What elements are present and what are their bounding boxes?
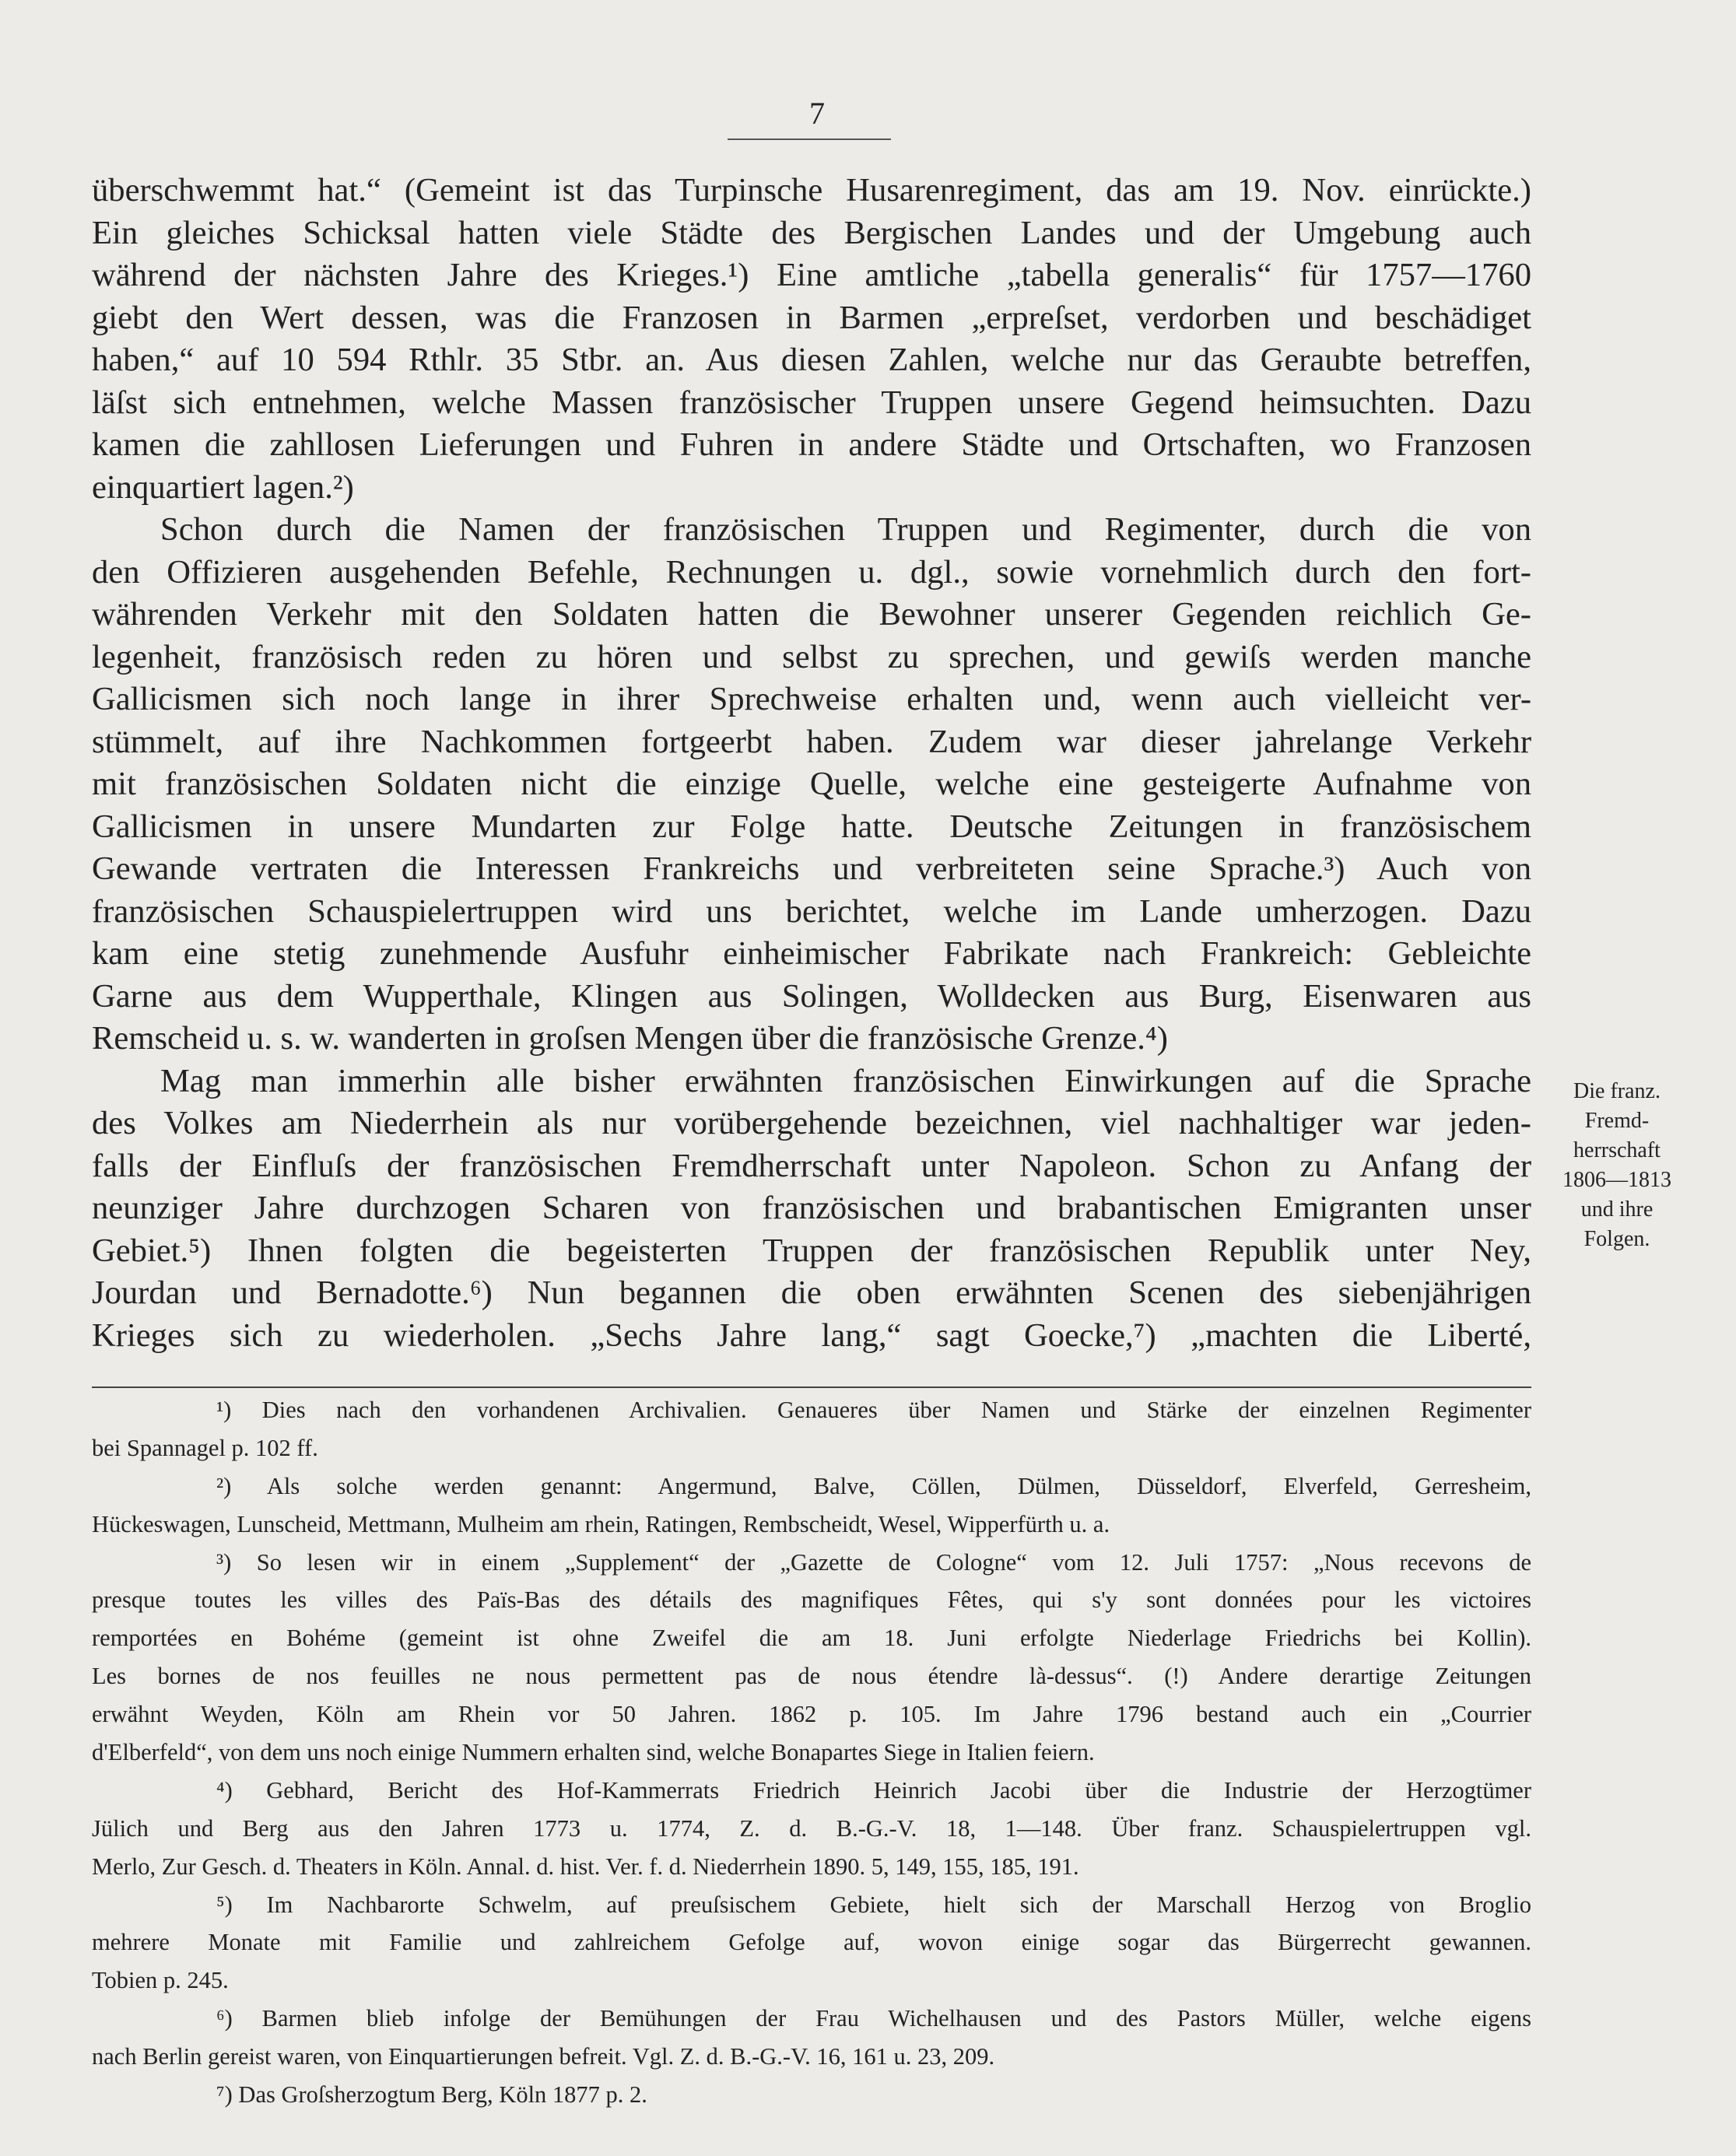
text-line: Ein gleiches Schicksal hatten viele Städte des Bergischen Landes und der Umgebung auch bbox=[92, 214, 1531, 251]
text-line: einquartiert lagen.²) bbox=[92, 468, 354, 506]
footnote-line: ²) Als solche werden genannt: Angermund, Balve, Cöllen, Dülmen, Düsseldorf, Elverfeld, Gerresheim, bbox=[216, 1472, 1531, 1499]
text-line: Krieges sich zu wiederholen. „Sechs Jahre lang,“ sagt Goecke,⁷) „machten die Liberté, bbox=[92, 1316, 1531, 1354]
footnotes bbox=[92, 1391, 1531, 2114]
text-line: überschwemmt hat.“ (Gemeint ist das Turpinsche Husarenregiment, das am 19. Nov. einrückte.) bbox=[92, 172, 1531, 209]
footnote-line: ⁵) Im Nachbarorte Schwelm, auf preuſsischem Gebiete, hielt sich der Marschall Herzog von Broglio bbox=[216, 1891, 1531, 1918]
text-line: kam eine stetig zunehmende Ausfuhr einheimischer Fabrikate nach Frankreich: Gebleichte bbox=[92, 935, 1531, 972]
text-line: mit französischen Soldaten nicht die einzige Quelle, welche eine gesteigerte Aufnahme von bbox=[92, 766, 1531, 802]
header-rule bbox=[728, 138, 891, 140]
margin-note-line: und ihre bbox=[1580, 1197, 1654, 1222]
text-line: haben,“ auf 10 594 Rthlr. 35 Stbr. an. Aus diesen Zahlen, welche nur das Geraubte betreffen, bbox=[92, 342, 1531, 378]
text-line: kamen die zahllosen Lieferungen und Fuhren in andere Städte und Ortschaften, wo Franzosen bbox=[92, 426, 1531, 463]
text-line: Gebiet.⁵) Ihnen folgten die begeisterten Truppen der französischen Republik unter Ney, bbox=[92, 1232, 1531, 1269]
text-line: Mag man immerhin alle bisher erwähnten französischen Einwirkungen auf die Sprache bbox=[160, 1062, 1531, 1099]
footnote-line: ⁷) Das Groſsherzogtum Berg, Köln 1877 p. 2. bbox=[216, 2081, 647, 2109]
margin-note-line: 1806—1813 bbox=[1562, 1168, 1671, 1192]
footnote-line: d'Elberfeld“, von dem uns noch einige Nummern erhalten sind, welche Bonapartes Siege in Italien feiern. bbox=[92, 1739, 1095, 1766]
text-line: Remscheid u. s. w. wanderten in groſsen Mengen über die französische Grenze.⁴) bbox=[92, 1020, 1168, 1057]
footnote-rule bbox=[92, 1387, 1531, 1388]
margin-note bbox=[1539, 1077, 1695, 1254]
text-line: den Offizieren ausgehenden Befehle, Rechnungen u. dgl., sowie vornehmlich durch den fort- bbox=[92, 553, 1531, 591]
text-line: des Volkes am Niederrhein als nur vorübergehende bezeichnen, viel nachhaltiger war jeden- bbox=[92, 1105, 1531, 1141]
text-line: während der nächsten Jahre des Krieges.¹) Eine amtliche „tabella generalis“ für 1757—1760 bbox=[92, 257, 1531, 293]
footnote-line: erwähnt Weyden, Köln am Rhein vor 50 Jahren. 1862 p. 105. Im Jahre 1796 bestand auch ein „Courrier bbox=[92, 1701, 1531, 1728]
footnote-line: ¹) Dies nach den vorhandenen Archivalien. Genaueres über Namen und Stärke der einzelnen Regimenter bbox=[216, 1397, 1531, 1423]
footnote-line: Hückeswagen, Lunscheid, Mettmann, Mulheim am rhein, Ratingen, Rembscheidt, Wesel, Wipperfürth u. a. bbox=[92, 1510, 1110, 1537]
footnote-line: ³) So lesen wir in einem „Supplement“ der „Gazette de Cologne“ vom 12. Juli 1757: „Nous recevons de bbox=[216, 1548, 1531, 1576]
footnote-line: Jülich und Berg aus den Jahren 1773 u. 1774, Z. d. B.-G.-V. 18, 1—148. Über franz. Schauspielertruppen vgl. bbox=[92, 1814, 1531, 1842]
text-line: Gewande vertraten die Interessen Frankreichs und verbreiteten seine Sprache.³) Auch von bbox=[92, 850, 1531, 887]
footnote-line: bei Spannagel p. 102 ff. bbox=[92, 1434, 318, 1461]
margin-note-line: Folgen. bbox=[1583, 1227, 1650, 1251]
main-text bbox=[92, 170, 1531, 1357]
footnote-line: mehrere Monate mit Familie und zahlreichem Gefolge auf, wovon einige sogar das Bürgerrecht gewannen. bbox=[92, 1929, 1531, 1956]
text-line: falls der Einfluſs der französischen Fremdherrschaft unter Napoleon. Schon zu Anfang der bbox=[92, 1147, 1531, 1184]
footnote-line: remportées en Bohéme (gemeint ist ohne Zweifel die am 18. Juni erfolgte Niederlage Friedrichs bei Kollin). bbox=[92, 1625, 1531, 1652]
margin-note-line: Fremd- bbox=[1584, 1109, 1650, 1133]
text-line: Schon durch die Namen der französischen Truppen und Regimenter, durch die von bbox=[160, 511, 1531, 548]
footnote-line: ⁴) Gebhard, Bericht des Hof-Kammerrats Friedrich Heinrich Jacobi über die Industrie der Herzogtümer bbox=[216, 1776, 1531, 1804]
text-line: französischen Schauspielertruppen wird uns berichtet, welche im Lande umherzogen. Dazu bbox=[92, 892, 1531, 930]
footnote-line: Tobien p. 245. bbox=[92, 1967, 229, 1994]
margin-note-line: herrschaft bbox=[1573, 1138, 1661, 1162]
text-line: Garne aus dem Wupperthale, Klingen aus Solingen, Wolldecken aus Burg, Eisenwaren aus bbox=[92, 977, 1531, 1015]
text-line: stümmelt, auf ihre Nachkommen fortgeerbt haben. Zudem war dieser jahrelange Verkehr bbox=[92, 723, 1531, 760]
page-number: 7 bbox=[809, 96, 825, 131]
text-line: neunziger Jahre durchzogen Scharen von französischen und brabantischen Emigranten unser bbox=[92, 1190, 1531, 1226]
text-line: läſst sich entnehmen, welche Massen französischer Truppen unsere Gegend heimsuchten. Dazu bbox=[92, 384, 1531, 421]
text-line: Gallicismen sich noch lange in ihrer Sprechweise erhalten und, wenn auch vielleicht ver- bbox=[92, 681, 1531, 717]
text-line: legenheit, französisch reden zu hören und selbst zu sprechen, und gewiſs werden manche bbox=[92, 638, 1531, 675]
text-line: Jourdan und Bernadotte.⁶) Nun begannen die oben erwähnten Scenen des siebenjährigen bbox=[92, 1274, 1531, 1311]
footnote-line: presque toutes les villes des Païs-Bas des détails des magnifiques Fêtes, qui s'y sont données pour les victoires bbox=[92, 1586, 1531, 1614]
footnote-line: Les bornes de nos feuilles ne nous permettent pas de nous étendre là-dessus“. (!) Andere derartige Zeitungen bbox=[92, 1663, 1531, 1690]
margin-note-line: Die franz. bbox=[1573, 1079, 1661, 1103]
text-line: Gallicismen in unsere Mundarten zur Folge hatte. Deutsche Zeitungen in französischem bbox=[92, 808, 1531, 845]
text-line: giebt den Wert dessen, was die Franzosen in Barmen „erpreſset, verdorben und beschädiget bbox=[92, 299, 1531, 336]
footnote-line: ⁶) Barmen blieb infolge der Bemühungen der Frau Wichelhausen und des Pastors Müller, welche eigens bbox=[216, 2005, 1531, 2032]
footnote-line: Merlo, Zur Gesch. d. Theaters in Köln. Annal. d. hist. Ver. f. d. Niederrhein 1890. 5, 149, 155, 185, 191. bbox=[92, 1853, 1079, 1880]
text-line: währenden Verkehr mit den Soldaten hatten die Bewohner unserer Gegenden reichlich Ge- bbox=[92, 596, 1531, 633]
footnote-line: nach Berlin gereist waren, von Einquartierungen befreit. Vgl. Z. d. B.-G.-V. 16, 161 u. 23, 209. bbox=[92, 2043, 995, 2070]
